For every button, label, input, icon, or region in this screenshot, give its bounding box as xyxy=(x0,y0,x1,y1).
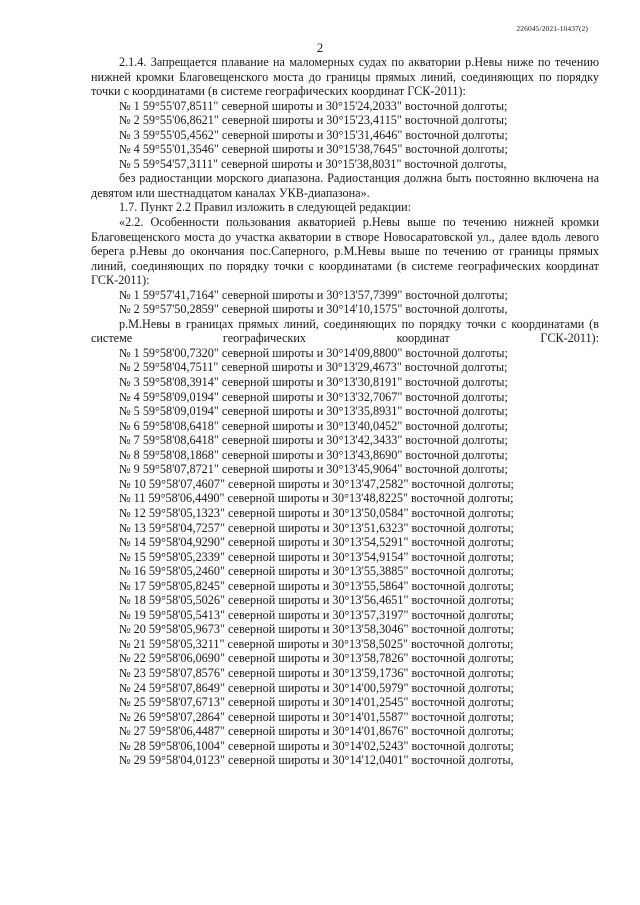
coordinate-line: № 26 59°58'07,2864" северной широты и 30°14'01,5587" восточной долготы; xyxy=(119,709,514,724)
coordinate-line: № 1 59°55'07,8511" северной широты и 30°15'24,2033" восточной долготы; xyxy=(119,98,508,113)
coordinate-line: № 23 59°58'07,8576" северной широты и 30°13'59,1736" восточной долготы; xyxy=(119,665,514,680)
paragraph-2-1-4: 2.1.4. Запрещается плавание на маломерных судах по акватории р.Невы ниже по течению нижней кромки Благовещенского моста до границы прямых линий, соединяющих по порядку точки с координатами (в системе географических координат ГСК-2011): xyxy=(91,55,599,99)
coordinate-line: № 2 59°55'06,8621" северной широты и 30°15'23,4115" восточной долготы; xyxy=(119,113,508,128)
page-number: 2 xyxy=(316,40,324,55)
paragraph-2-2: «2.2. Особенности пользования акваторией р.Невы выше по течению нижней кромки Благовещенского моста до участка акватории в створе Новосаратовской ул., далее вдоль левого берега р.Невы до окончания пос.Саперного, р.М.Невы выше по течению от границы прямых линий, соединяющих по порядку точки с координатами (в системе географических координат ГСК-2011): xyxy=(91,215,599,288)
coordinate-line: № 5 59°54'57,3111" северной широты и 30°15'38,8031" восточной долготы, xyxy=(119,156,507,171)
coordinate-list-b xyxy=(91,288,599,317)
coordinate-line: № 4 59°55'01,3546" северной широты и 30°15'38,7645" восточной долготы; xyxy=(119,142,508,157)
coordinate-line: № 15 59°58'05,2339" северной широты и 30°13'54,9154" восточной долготы; xyxy=(119,549,514,564)
coordinate-line: № 19 59°58'05,5413" северной широты и 30°13'57,3197" восточной долготы; xyxy=(119,607,514,622)
coordinate-line: № 10 59°58'07,4607" северной широты и 30°13'47,2582" восточной долготы; xyxy=(119,476,514,491)
coordinate-line: № 22 59°58'06,0690" северной широты и 30°13'58,7826" восточной долготы; xyxy=(119,651,514,666)
coordinate-line: № 3 59°58'08,3914" северной широты и 30°13'30,8191" восточной долготы; xyxy=(119,375,508,390)
coordinate-line: № 28 59°58'06,1004" северной широты и 30°14'02,5243" восточной долготы; xyxy=(119,738,514,753)
document-body xyxy=(91,55,599,768)
coordinate-line: № 1 59°57'41,7164" северной широты и 30°13'57,7399" восточной долготы; xyxy=(119,287,508,302)
coordinate-line: № 9 59°58'07,8721" северной широты и 30°13'45,9064" восточной долготы; xyxy=(119,462,508,477)
coordinate-line: № 13 59°58'04,7257" северной широты и 30°13'51,6323" восточной долготы; xyxy=(119,520,514,535)
coordinate-line: № 5 59°58'09,0194" северной широты и 30°13'35,8931" восточной долготы; xyxy=(119,404,508,419)
coordinate-line: № 18 59°58'05,5026" северной широты и 30°13'56,4651" восточной долготы; xyxy=(119,593,514,608)
coordinate-line: № 29 59°58'04,0123" северной широты и 30°14'12,0401" восточной долготы, xyxy=(119,753,514,768)
coordinate-line: № 2 59°57'50,2859" северной широты и 30°14'10,1575" восточной долготы, xyxy=(119,302,508,317)
coordinate-line: № 21 59°58'05,3211" северной широты и 30°13'58,5025" восточной долготы; xyxy=(119,636,514,651)
coordinate-line: № 4 59°58'09,0194" северной широты и 30°13'32,7067" восточной долготы; xyxy=(119,389,508,404)
coordinate-line: № 11 59°58'06,4490" северной широты и 30°13'48,8225" восточной долготы; xyxy=(119,491,514,506)
coordinate-line: № 6 59°58'08,6418" северной широты и 30°13'40,0452" восточной долготы; xyxy=(119,418,508,433)
coordinate-line: № 2 59°58'04,7511" северной широты и 30°13'29,4673" восточной долготы; xyxy=(119,360,508,375)
coordinate-line: № 17 59°58'05,8245" северной широты и 30°13'55,5864" восточной долготы; xyxy=(119,578,514,593)
coordinate-line: № 12 59°58'05,1323" северной широты и 30°13'50,0584" восточной долготы; xyxy=(119,505,514,520)
coordinate-line: № 1 59°58'00,7320" северной широты и 30°14'09,8800" восточной долготы; xyxy=(119,345,508,360)
coordinate-line: № 8 59°58'08,1868" северной широты и 30°13'43,8690" восточной долготы; xyxy=(119,447,508,462)
coordinate-line: № 24 59°58'07,8649" северной широты и 30°14'00,5979" восточной долготы; xyxy=(119,680,514,695)
coordinate-line: № 3 59°55'05,4562" северной широты и 30°15'31,4646" восточной долготы; xyxy=(119,127,508,142)
coordinate-line: № 25 59°58'07,6713" северной широты и 30°14'01,2545" восточной долготы; xyxy=(119,695,514,710)
coordinate-line: № 7 59°58'08,6418" северной широты и 30°13'42,3433" восточной долготы; xyxy=(119,433,508,448)
coordinate-line: № 27 59°58'06,4487" северной широты и 30°14'01,8676" восточной долготы; xyxy=(119,724,514,739)
coordinate-line: № 16 59°58'05,2460" северной широты и 30°13'55,3885" восточной долготы; xyxy=(119,564,514,579)
paragraph-radio-note: без радиостанции морского диапазона. Радиостанция должна быть постоянно включена на девятом или шестнадцатом каналах УКВ-диапазона». xyxy=(91,171,599,200)
coordinate-list-a xyxy=(91,99,599,172)
coordinate-line: № 20 59°58'05,9673" северной широты и 30°13'58,3046" восточной долготы; xyxy=(119,622,514,637)
coordinate-line: № 14 59°58'04,9290" северной широты и 30°13'54,5291" восточной долготы; xyxy=(119,535,514,550)
document-number: 226045/2021-10437(2) xyxy=(516,24,588,33)
coordinate-list-c xyxy=(91,346,599,768)
paragraph-1-7: 1.7. Пункт 2.2 Правил изложить в следующей редакции: xyxy=(119,200,412,215)
paragraph-small-neva: р.М.Невы в границах прямых линий, соединяющих по порядку точки с координатами (в системе географических координат ГСК-2011): xyxy=(91,316,599,346)
